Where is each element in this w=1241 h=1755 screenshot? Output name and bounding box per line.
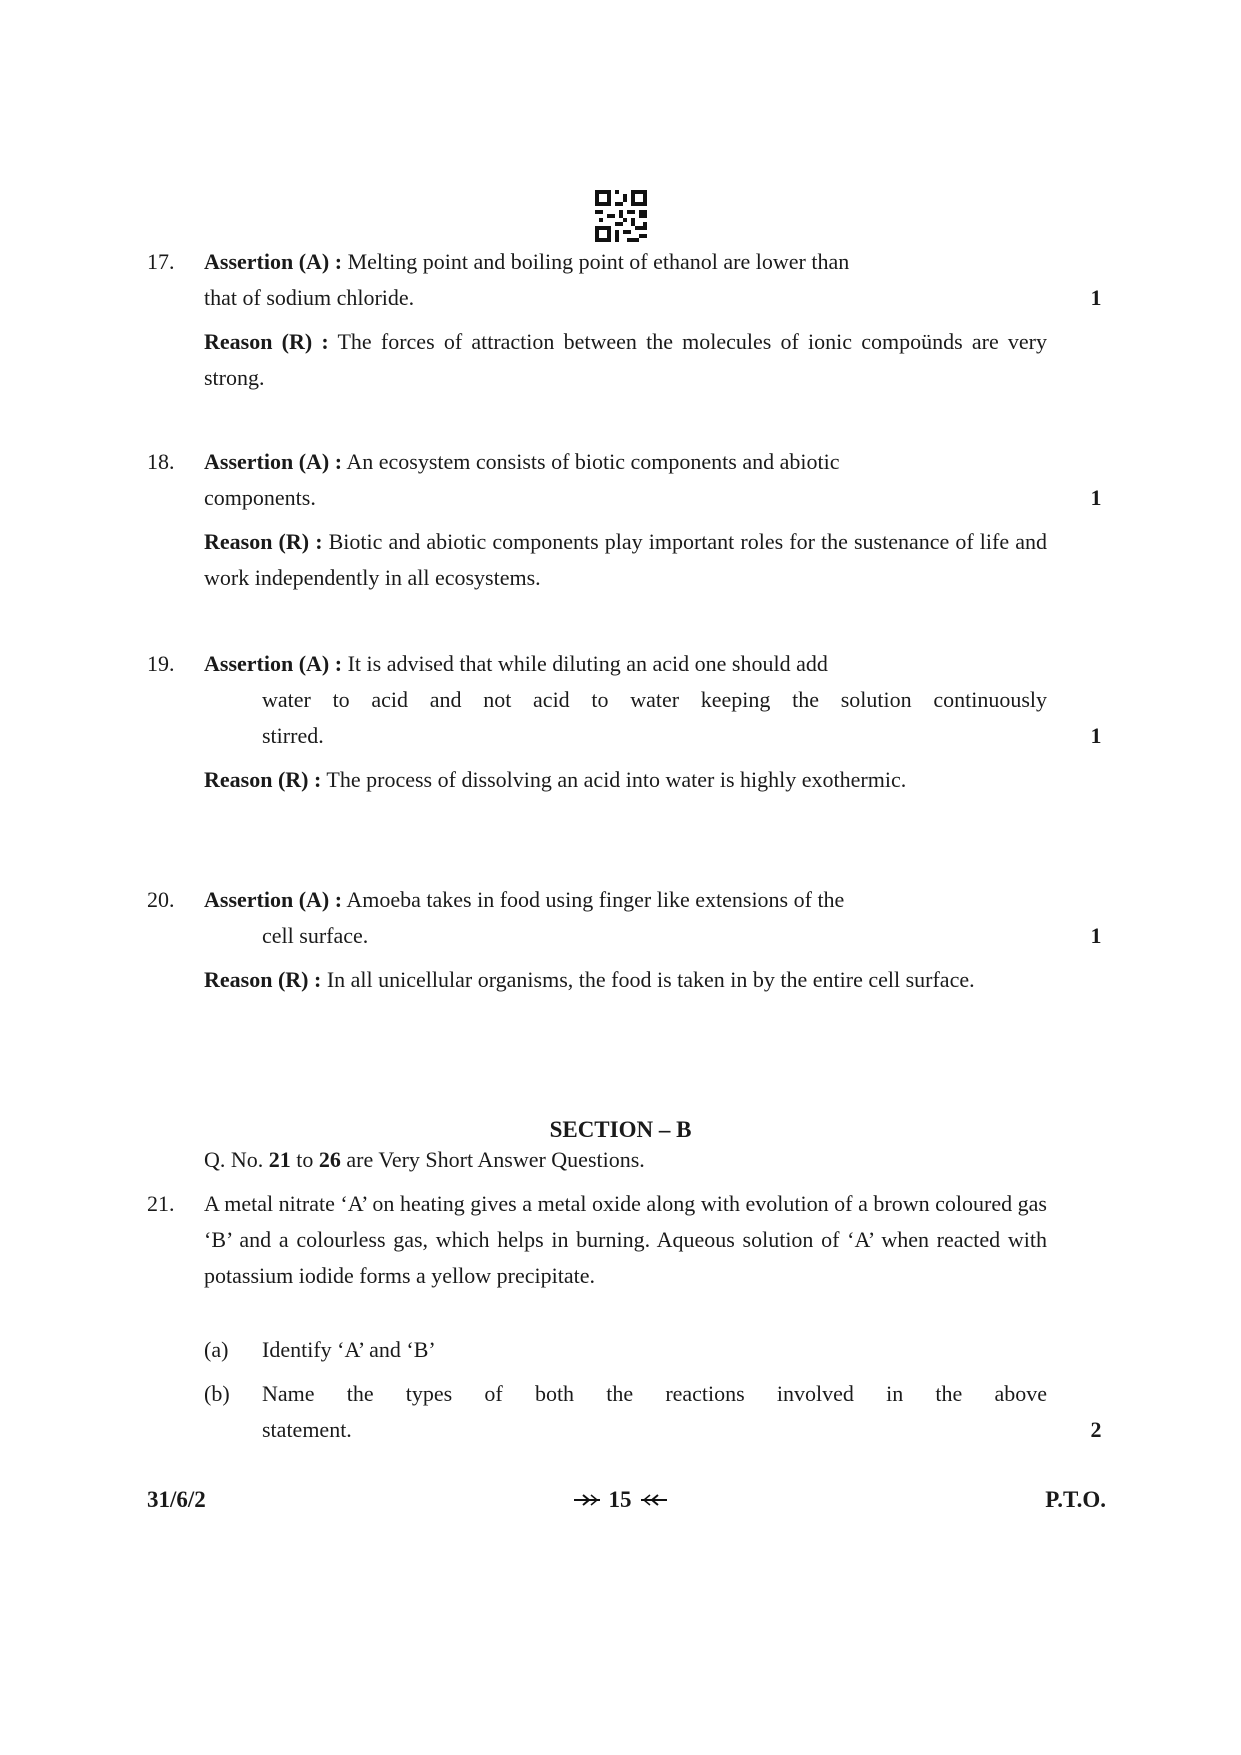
section-title: SECTION – B [549,1117,692,1142]
marks: 1 [1090,923,1102,948]
subpart-b-line2: statement. [262,1417,352,1442]
question-number: 17. [147,249,175,274]
subpart-b-line1: Name the types of both the reactions involved in the above [262,1381,1047,1406]
marks: 1 [1090,485,1102,510]
reason-label: Reason (R) : [204,967,322,992]
reason-label: Reason (R) : [204,329,329,354]
page-number-text: 15 [608,1487,632,1512]
marks: 2 [1090,1417,1102,1442]
marks: 1 [1090,723,1102,748]
page-number [550,1482,690,1518]
ornament-right-icon [640,1493,668,1507]
assertion-text: An ecosystem consists of biotic components and abiotic [342,449,840,474]
assertion-label: Assertion (A) : [204,887,343,912]
assertion-text-end: stirred. [262,723,324,748]
assertion-text-cont: that of sodium chloride. [204,285,415,310]
assertion-label: Assertion (A) : [204,651,343,676]
reason-text: In all unicellular organisms, the food is taken in by the entire cell surface. [321,967,975,992]
question-number: 20. [147,887,175,912]
assertion-text-cont: cell surface. [262,923,369,948]
subpart-a-label: (a) [204,1337,229,1362]
assertion-text: Melting point and boiling point of ethanol are lower than [342,249,850,274]
assertion-text: Amoeba takes in food using finger like extensions of the [342,887,845,912]
assertion-label: Assertion (A) : [204,449,343,474]
assertion [204,646,1047,754]
question-number: 19. [147,651,175,676]
question-number: 21. [147,1191,175,1216]
assertion [204,244,1047,316]
question-text: A metal nitrate ‘A’ on heating gives a metal oxide along with evolution of a brown coloured gas ‘B’ and a colourless gas, which helps in burning. Aqueous solution of ‘A’ when reacted with potassium iodide forms a yellow precipitate. [204,1191,1047,1288]
assertion-text-cont: components. [204,485,316,510]
reason [204,762,1047,798]
marks: 1 [1090,285,1102,310]
reason-label: Reason (R) : [204,767,322,792]
assertion-label: Assertion (A) : [204,249,343,274]
reason-text: The process of dissolving an acid into water is highly exothermic. [321,767,907,792]
assertion [204,882,1047,954]
reason [204,324,1047,396]
subpart-b-label: (b) [204,1381,230,1406]
reason-text: Biotic and abiotic components play important roles for the sustenance of life and work independently in all ecosystems. [204,529,1047,590]
reason-label: Reason (R) : [204,529,323,554]
reason-text: The forces of attraction between the molecules of ionic compoünds are very strong. [204,329,1047,390]
ornament-left-icon [573,1493,601,1507]
qr-code-icon [595,190,647,242]
reason [204,524,1047,596]
subpart-a-text: Identify ‘A’ and ‘B’ [262,1337,436,1362]
paper-code: 31/6/2 [147,1487,206,1512]
pto-label: P.T.O. [1045,1487,1106,1512]
assertion-text: It is advised that while diluting an acid one should add [342,651,828,676]
subpart-b-text [262,1376,1047,1448]
section-intro: Q. No. 21 to 26 are Very Short Answer Questions. [204,1147,645,1172]
question-number: 18. [147,449,175,474]
assertion [204,444,1047,516]
assertion-text-cont: water to acid and not acid to water keeping the solution continuously [262,687,1047,712]
reason [204,962,1047,998]
